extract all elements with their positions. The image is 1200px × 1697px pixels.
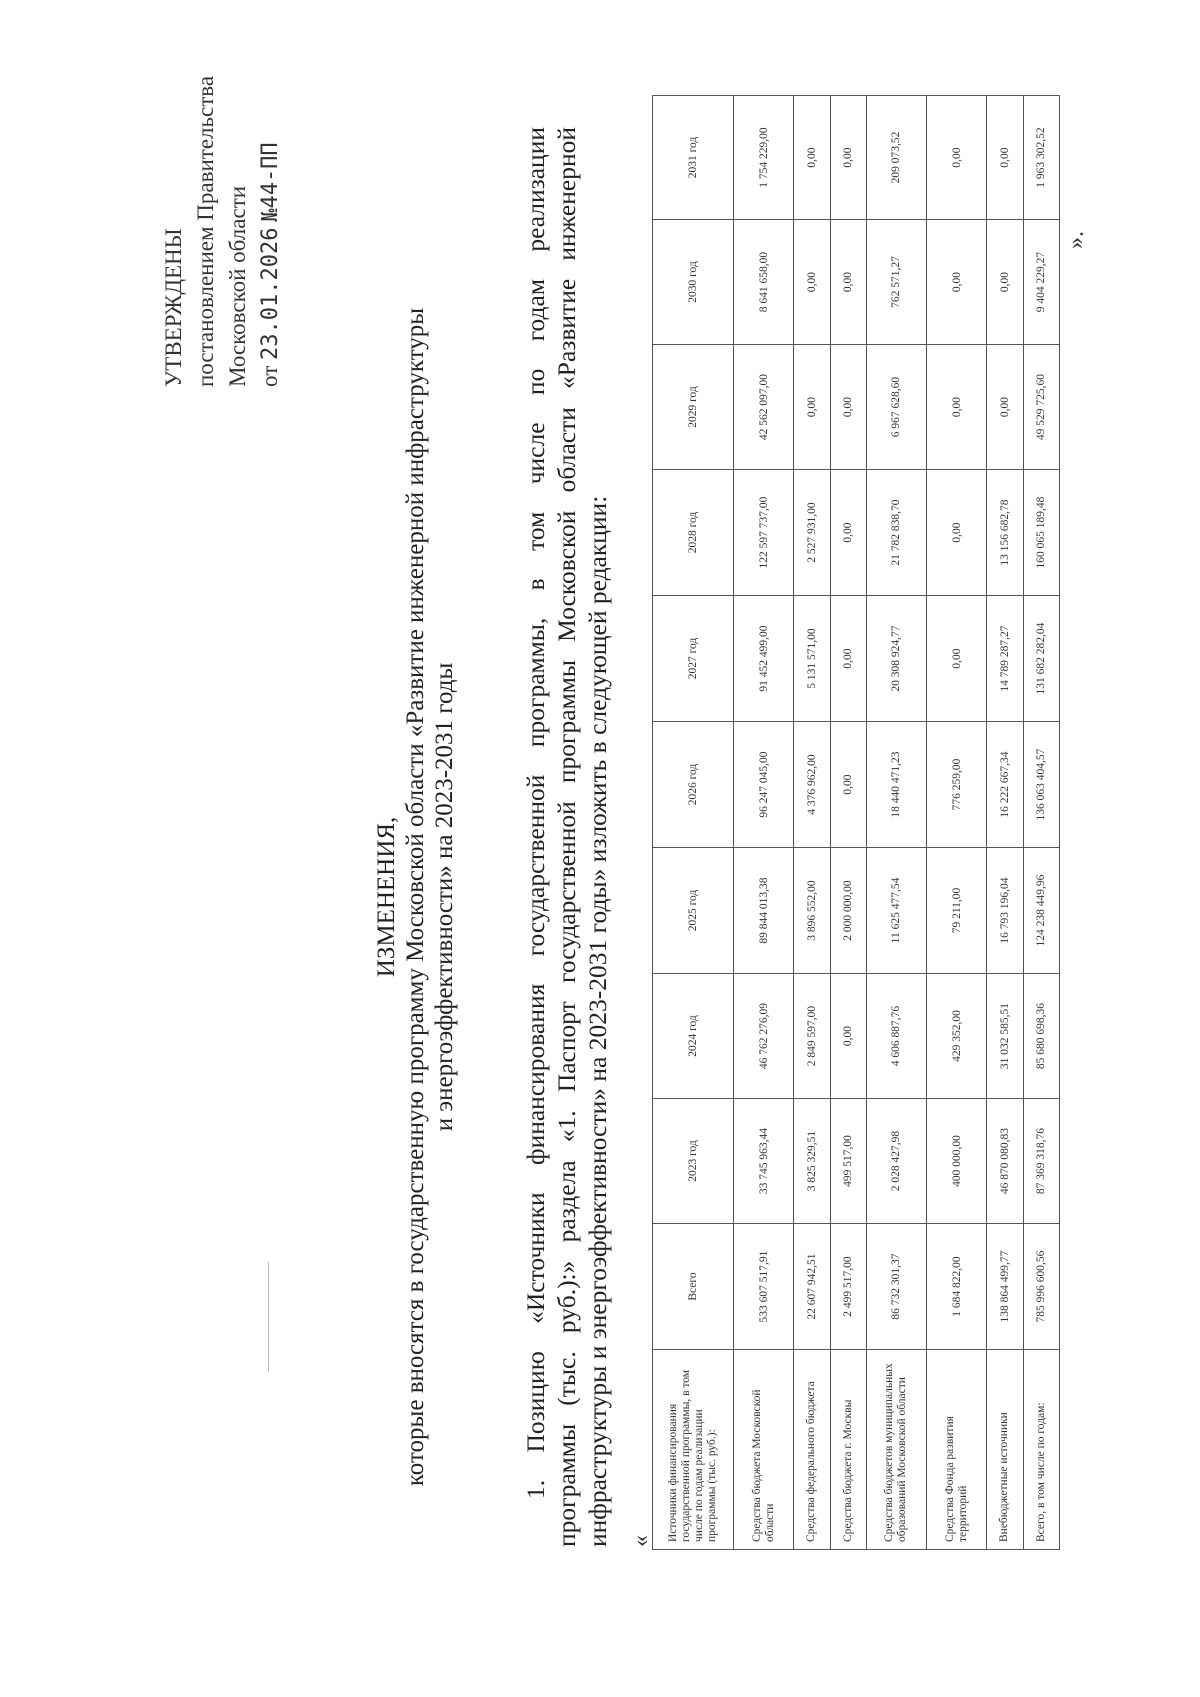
approval-region: Московской области	[225, 185, 250, 387]
row-source-cell: Всего, в том числе по годам:	[1023, 1350, 1059, 1550]
value-cell: 124 238 449,96	[1023, 848, 1059, 974]
row-source-cell: Средства бюджета г. Москвы	[830, 1350, 866, 1550]
value-cell: 0,00	[794, 345, 830, 470]
value-cell: 16 222 667,34	[987, 722, 1023, 848]
approval-date-line	[254, 76, 287, 387]
value-cell: 0,00	[987, 220, 1023, 345]
header-year-cell: 2025 год	[653, 848, 734, 974]
value-cell: 4 376 962,00	[794, 722, 830, 848]
value-cell: 21 782 838,70	[866, 470, 926, 596]
value-cell: 4 606 887,76	[866, 974, 926, 1099]
value-cell: 79 211,00	[927, 848, 987, 974]
value-cell: 3 896 552,00	[794, 848, 830, 974]
value-cell: 429 352,00	[927, 974, 987, 1099]
row-source-cell: Средства бюджета Московской области	[734, 1350, 794, 1550]
value-cell: 499 517,00	[830, 1099, 866, 1224]
value-cell: 0,00	[830, 722, 866, 848]
header-year-cell: 2031 год	[653, 96, 734, 220]
value-cell: 0,00	[830, 596, 866, 722]
value-cell: 5 131 571,00	[794, 596, 830, 722]
value-cell: 31 032 585,51	[987, 974, 1023, 1099]
header-year-cell: 2029 год	[653, 345, 734, 470]
header-year-cell: 2030 год	[653, 220, 734, 345]
value-cell: 46 762 276,09	[734, 974, 794, 1099]
value-cell: 1 754 229,00	[734, 96, 794, 220]
value-cell: 46 870 080,83	[987, 1099, 1023, 1224]
financing-table	[652, 95, 1060, 1550]
document-heading	[372, 267, 459, 1527]
paragraph-line-3: инфраструктуры и энергоэффективности» на 2023-2031 годы» изложить в следующей редакции:	[583, 495, 612, 1547]
value-cell: 785 996 600,56	[1023, 1224, 1059, 1350]
header-year-cell: 2026 год	[653, 722, 734, 848]
table-row	[734, 96, 794, 1550]
heading-title: ИЗМЕНЕНИЯ,	[373, 816, 400, 978]
row-source-cell: Средства Фонда развития территорий	[927, 1350, 987, 1550]
value-cell: 776 259,00	[927, 722, 987, 848]
opening-quote: «	[628, 1535, 654, 1547]
table-row	[830, 96, 866, 1550]
header-total-cell: Всего	[653, 1224, 734, 1350]
value-cell: 2 028 427,98	[866, 1099, 926, 1224]
value-cell: 8 641 658,00	[734, 220, 794, 345]
value-cell: 0,00	[927, 345, 987, 470]
approval-number: №44-ПП	[258, 142, 283, 222]
value-cell: 122 597 737,00	[734, 470, 794, 596]
paragraph-line-1: 1. Позицию «Источники финансирования государственной программы, в том числе по годам реализации	[521, 127, 550, 1499]
value-cell: 6 967 628,60	[866, 345, 926, 470]
value-cell: 18 440 471,23	[866, 722, 926, 848]
value-cell: 762 571,27	[866, 220, 926, 345]
header-source-cell: Источники финансирования государственной программы, в том числе по годам реализации программы (тыс. руб.):	[653, 1350, 734, 1550]
table-total-row	[1023, 96, 1059, 1550]
approval-authority: постановлением Правительства	[193, 75, 218, 387]
table-row	[794, 96, 830, 1550]
value-cell: 0,00	[830, 96, 866, 220]
value-cell: 11 625 477,54	[866, 848, 926, 974]
value-cell: 91 452 499,00	[734, 596, 794, 722]
value-cell: 0,00	[794, 220, 830, 345]
value-cell: 87 369 318,76	[1023, 1099, 1059, 1224]
value-cell: 49 529 725,60	[1023, 345, 1059, 470]
value-cell: 2 000 000,00	[830, 848, 866, 974]
paragraph-line-2: программы (тыс. руб.):» раздела «1. Паспорт государственной программы Московской области «Развитие инженерной	[552, 127, 581, 1547]
approval-stamp	[158, 76, 287, 387]
header-year-cell: 2023 год	[653, 1099, 734, 1224]
value-cell: 136 063 404,57	[1023, 722, 1059, 848]
value-cell: 0,00	[987, 96, 1023, 220]
approval-date-prefix: от	[257, 365, 282, 387]
value-cell: 131 682 282,04	[1023, 596, 1059, 722]
value-cell: 13 156 682,78	[987, 470, 1023, 596]
table-row	[866, 96, 926, 1550]
heading-subtitle-line-2: и энергоэффективности» на 2023-2031 годы	[431, 662, 458, 1132]
value-cell: 86 732 301,37	[866, 1224, 926, 1350]
value-cell: 2 499 517,00	[830, 1224, 866, 1350]
value-cell: 96 247 045,00	[734, 722, 794, 848]
value-cell: 0,00	[927, 220, 987, 345]
value-cell: 3 825 329,51	[794, 1099, 830, 1224]
value-cell: 33 745 963,44	[734, 1099, 794, 1224]
value-cell: 89 844 013,38	[734, 848, 794, 974]
value-cell: 209 073,52	[866, 96, 926, 220]
value-cell: 0,00	[830, 470, 866, 596]
value-cell: 22 607 942,51	[794, 1224, 830, 1350]
value-cell: 0,00	[794, 96, 830, 220]
value-cell: 0,00	[927, 470, 987, 596]
value-cell: 2 527 931,00	[794, 470, 830, 596]
value-cell: 14 789 287,27	[987, 596, 1023, 722]
value-cell: 1 963 302,52	[1023, 96, 1059, 220]
closing-quote: ».	[1063, 231, 1089, 249]
value-cell: 1 684 822,00	[927, 1224, 987, 1350]
value-cell: 0,00	[927, 96, 987, 220]
table-row	[927, 96, 987, 1550]
value-cell: 533 607 517,91	[734, 1224, 794, 1350]
row-source-cell: Внебюджетные источники	[987, 1350, 1023, 1550]
value-cell: 138 864 499,77	[987, 1224, 1023, 1350]
table-header-row	[653, 96, 734, 1550]
value-cell: 85 680 698,36	[1023, 974, 1059, 1099]
value-cell: 400 000,00	[927, 1099, 987, 1224]
header-year-cell: 2024 год	[653, 974, 734, 1099]
header-year-cell: 2028 год	[653, 470, 734, 596]
value-cell: 0,00	[927, 596, 987, 722]
amendment-paragraph	[520, 127, 613, 1547]
value-cell: 0,00	[830, 974, 866, 1099]
approval-title: УТВЕРЖДЕНЫ	[161, 228, 186, 387]
row-source-cell: Средства федерального бюджета	[794, 1350, 830, 1550]
value-cell: 9 404 229,27	[1023, 220, 1059, 345]
value-cell: 20 308 924,77	[866, 596, 926, 722]
value-cell: 0,00	[830, 345, 866, 470]
value-cell: 0,00	[987, 345, 1023, 470]
value-cell: 160 065 189,48	[1023, 470, 1059, 596]
value-cell: 42 562 097,00	[734, 345, 794, 470]
value-cell: 2 849 597,00	[794, 974, 830, 1099]
value-cell: 0,00	[830, 220, 866, 345]
value-cell: 16 793 196,04	[987, 848, 1023, 974]
header-year-cell: 2027 год	[653, 596, 734, 722]
row-source-cell: Средства бюджетов муниципальных образований Московской области	[866, 1350, 926, 1550]
table-row	[987, 96, 1023, 1550]
approval-date: 23.01.2026	[258, 227, 283, 360]
heading-subtitle-line-1: которые вносятся в государственную программу Московской области «Развитие инженерной инфраструктуры	[402, 307, 429, 1487]
